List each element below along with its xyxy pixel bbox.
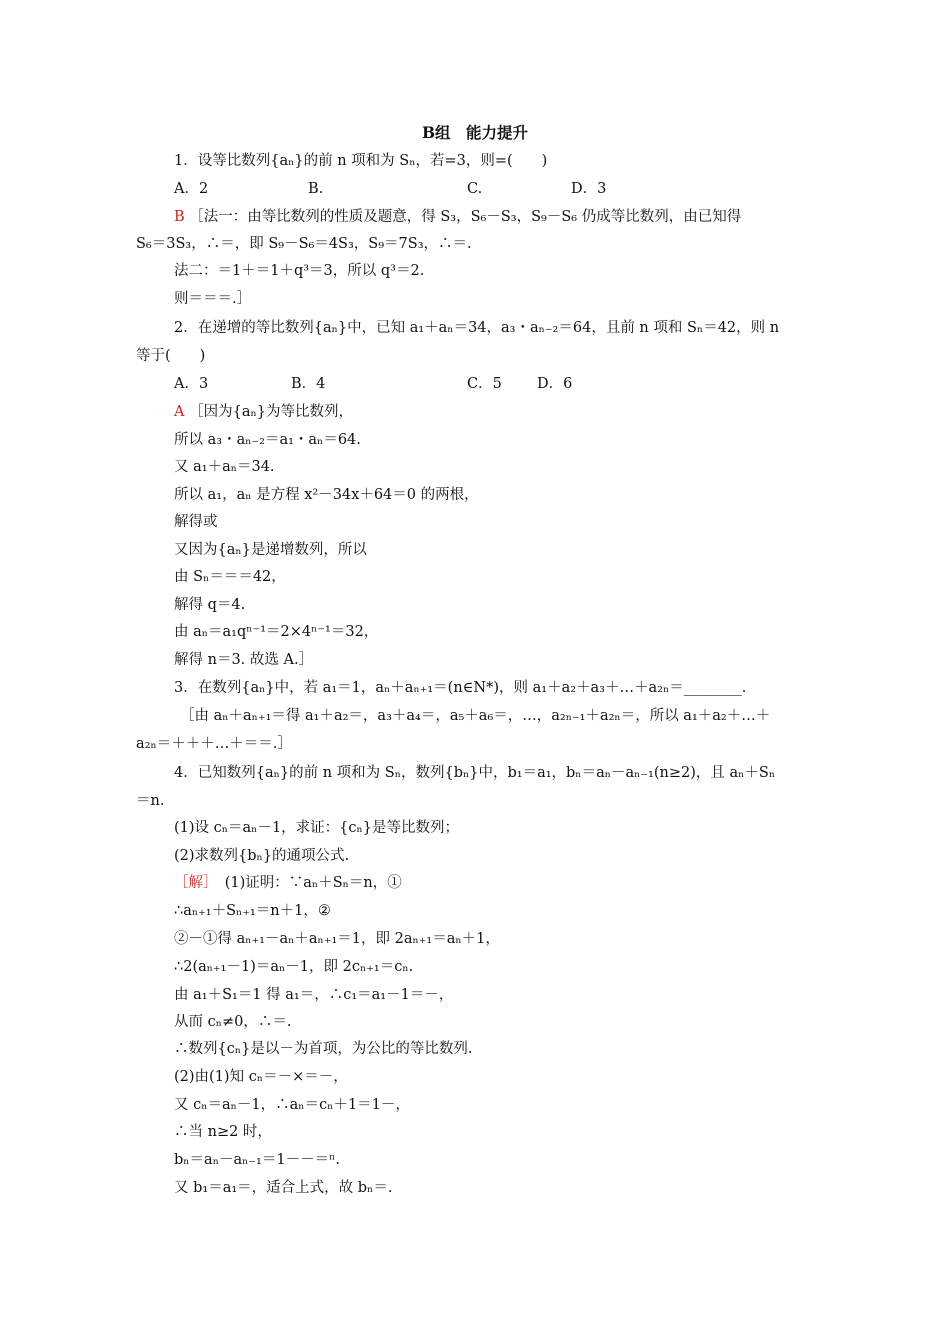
- q2-solution-line-1: [174, 402, 353, 422]
- q2-option-a: A．3: [174, 376, 209, 392]
- q2-option-d: D．6: [537, 376, 573, 392]
- q4-solution-line-3: ②－①得 aₙ₊₁－aₙ＋aₙ₊₁＝1，即 2aₙ₊₁＝aₙ＋1，: [174, 931, 500, 947]
- q4-solution-line-2: ∴aₙ₊₁＋Sₙ₊₁＝n＋1，②: [174, 903, 331, 919]
- q2-stem-line-2: 等于( ): [136, 348, 206, 364]
- q1-answer-letter: B: [174, 209, 185, 225]
- q1-stem: 1．设等比数列{aₙ}的前 n 项和为 Sₙ，若=3，则=( ): [174, 153, 548, 169]
- q4-solution-line-11: bₙ＝aₙ－aₙ₋₁＝1－－＝ⁿ.: [174, 1152, 340, 1168]
- q2-option-c: C．5: [467, 376, 502, 392]
- q1-option-a: A．2: [174, 181, 209, 197]
- q4-solution-line-12: 又 b₁＝a₁＝，适合上式，故 bₙ＝.: [174, 1180, 393, 1196]
- q2-answer-letter: A: [174, 404, 185, 420]
- q2-solution-line-7: 由 Sₙ＝＝＝42，: [174, 569, 286, 585]
- q1-solution-text-1: ［法一：由等比数列的性质及题意，得 S₃，S₆－S₃，S₉－S₆ 仍成等比数列，由已知得: [189, 209, 742, 225]
- q4-stem-line-1: 4．已知数列{aₙ}的前 n 项和为 Sₙ，数列{bₙ}中，b₁＝a₁，bₙ＝aₙ－aₙ₋₁(n≥2)，且 aₙ＋Sₙ: [174, 765, 776, 781]
- q2-option-b: B．4: [291, 376, 326, 392]
- q4-solution-line-10: ∴当 n≥2 时，: [174, 1124, 272, 1140]
- q2-solution-line-2: 所以 a₃・aₙ₋₂＝a₁・aₙ＝64.: [174, 432, 361, 448]
- q4-solution-line-5: 由 a₁＋S₁＝1 得 a₁＝，∴c₁＝a₁－1＝－，: [174, 987, 454, 1003]
- q2-solution-line-8: 解得 q＝4.: [174, 597, 246, 613]
- q3-solution-line-1: ［由 aₙ＋aₙ₊₁＝得 a₁＋a₂＝，a₃＋a₄＝，a₅＋a₆＝，…，a₂ₙ₋₁＋a₂ₙ＝，所以 a₁＋a₂＋…＋: [180, 708, 771, 724]
- q4-solution-line-7: ∴数列{cₙ}是以－为首项，为公比的等比数列.: [174, 1041, 473, 1057]
- q1-solution-line-4: 则＝＝＝.］: [174, 291, 252, 307]
- q4-solution-line-6: 从而 cₙ≠0，∴＝.: [174, 1014, 292, 1030]
- q4-solution-line-9: 又 cₙ＝aₙ－1，∴aₙ＝cₙ＋1＝1－，: [174, 1097, 410, 1113]
- q2-solution-line-4: 所以 a₁，aₙ 是方程 x²－34x＋64＝0 的两根，: [174, 487, 479, 503]
- q1-solution-line-1: [174, 207, 741, 227]
- q2-solution-line-9: 由 aₙ＝a₁qⁿ⁻¹＝2×4ⁿ⁻¹＝32，: [174, 624, 379, 640]
- q2-solution-line-3: 又 a₁＋aₙ＝34.: [174, 459, 275, 475]
- q2-solution-line-10: 解得 n＝3. 故选 A.］: [174, 652, 314, 668]
- q4-solution-text-1: (1)证明：∵aₙ＋Sₙ＝n，①: [210, 875, 402, 891]
- q4-part-1: (1)设 cₙ＝aₙ－1，求证：{cₙ}是等比数列；: [174, 820, 460, 836]
- section-title: B组 能力提升: [421, 123, 529, 142]
- q1-option-d: D．3: [571, 181, 607, 197]
- q1-option-c: C.: [467, 181, 483, 197]
- q4-solution-line-1: [174, 873, 402, 893]
- q4-stem-line-2: ＝n.: [136, 793, 165, 809]
- q2-solution-text-1: ［因为{aₙ}为等比数列，: [189, 404, 353, 420]
- q4-part-2: (2)求数列{bₙ}的通项公式.: [174, 848, 350, 864]
- q1-option-b: B.: [308, 181, 324, 197]
- q4-jie-label: ［解］: [174, 875, 211, 891]
- q3-solution-line-2: a₂ₙ＝＋＋＋…＋＝＝.］: [136, 736, 292, 752]
- q2-solution-line-6: 又因为{aₙ}是递增数列，所以: [174, 542, 367, 558]
- q1-solution-line-2: S₆＝3S₃，∴＝，即 S₉－S₆＝4S₃，S₉＝7S₃，∴＝.: [136, 236, 472, 252]
- q3-stem: 3．在数列{aₙ}中，若 a₁＝1，aₙ＋aₙ₊₁＝(n∈N*)，则 a₁＋a₂＋a₃＋…＋a₂ₙ＝________.: [174, 680, 747, 696]
- q2-stem-line-1: 2．在递增的等比数列{aₙ}中，已知 a₁＋aₙ＝34，a₃・aₙ₋₂＝64，且前 n 项和 Sₙ＝42，则 n: [174, 320, 780, 336]
- q1-solution-line-3: 法二：＝1＋＝1＋q³＝3，所以 q³＝2.: [174, 263, 425, 279]
- q2-solution-line-5: 解得或: [174, 514, 218, 530]
- q4-solution-line-4: ∴2(aₙ₊₁－1)＝aₙ－1，即 2cₙ₊₁＝cₙ.: [174, 959, 414, 975]
- q4-solution-line-8: (2)由(1)知 cₙ＝－×＝－，: [174, 1069, 348, 1085]
